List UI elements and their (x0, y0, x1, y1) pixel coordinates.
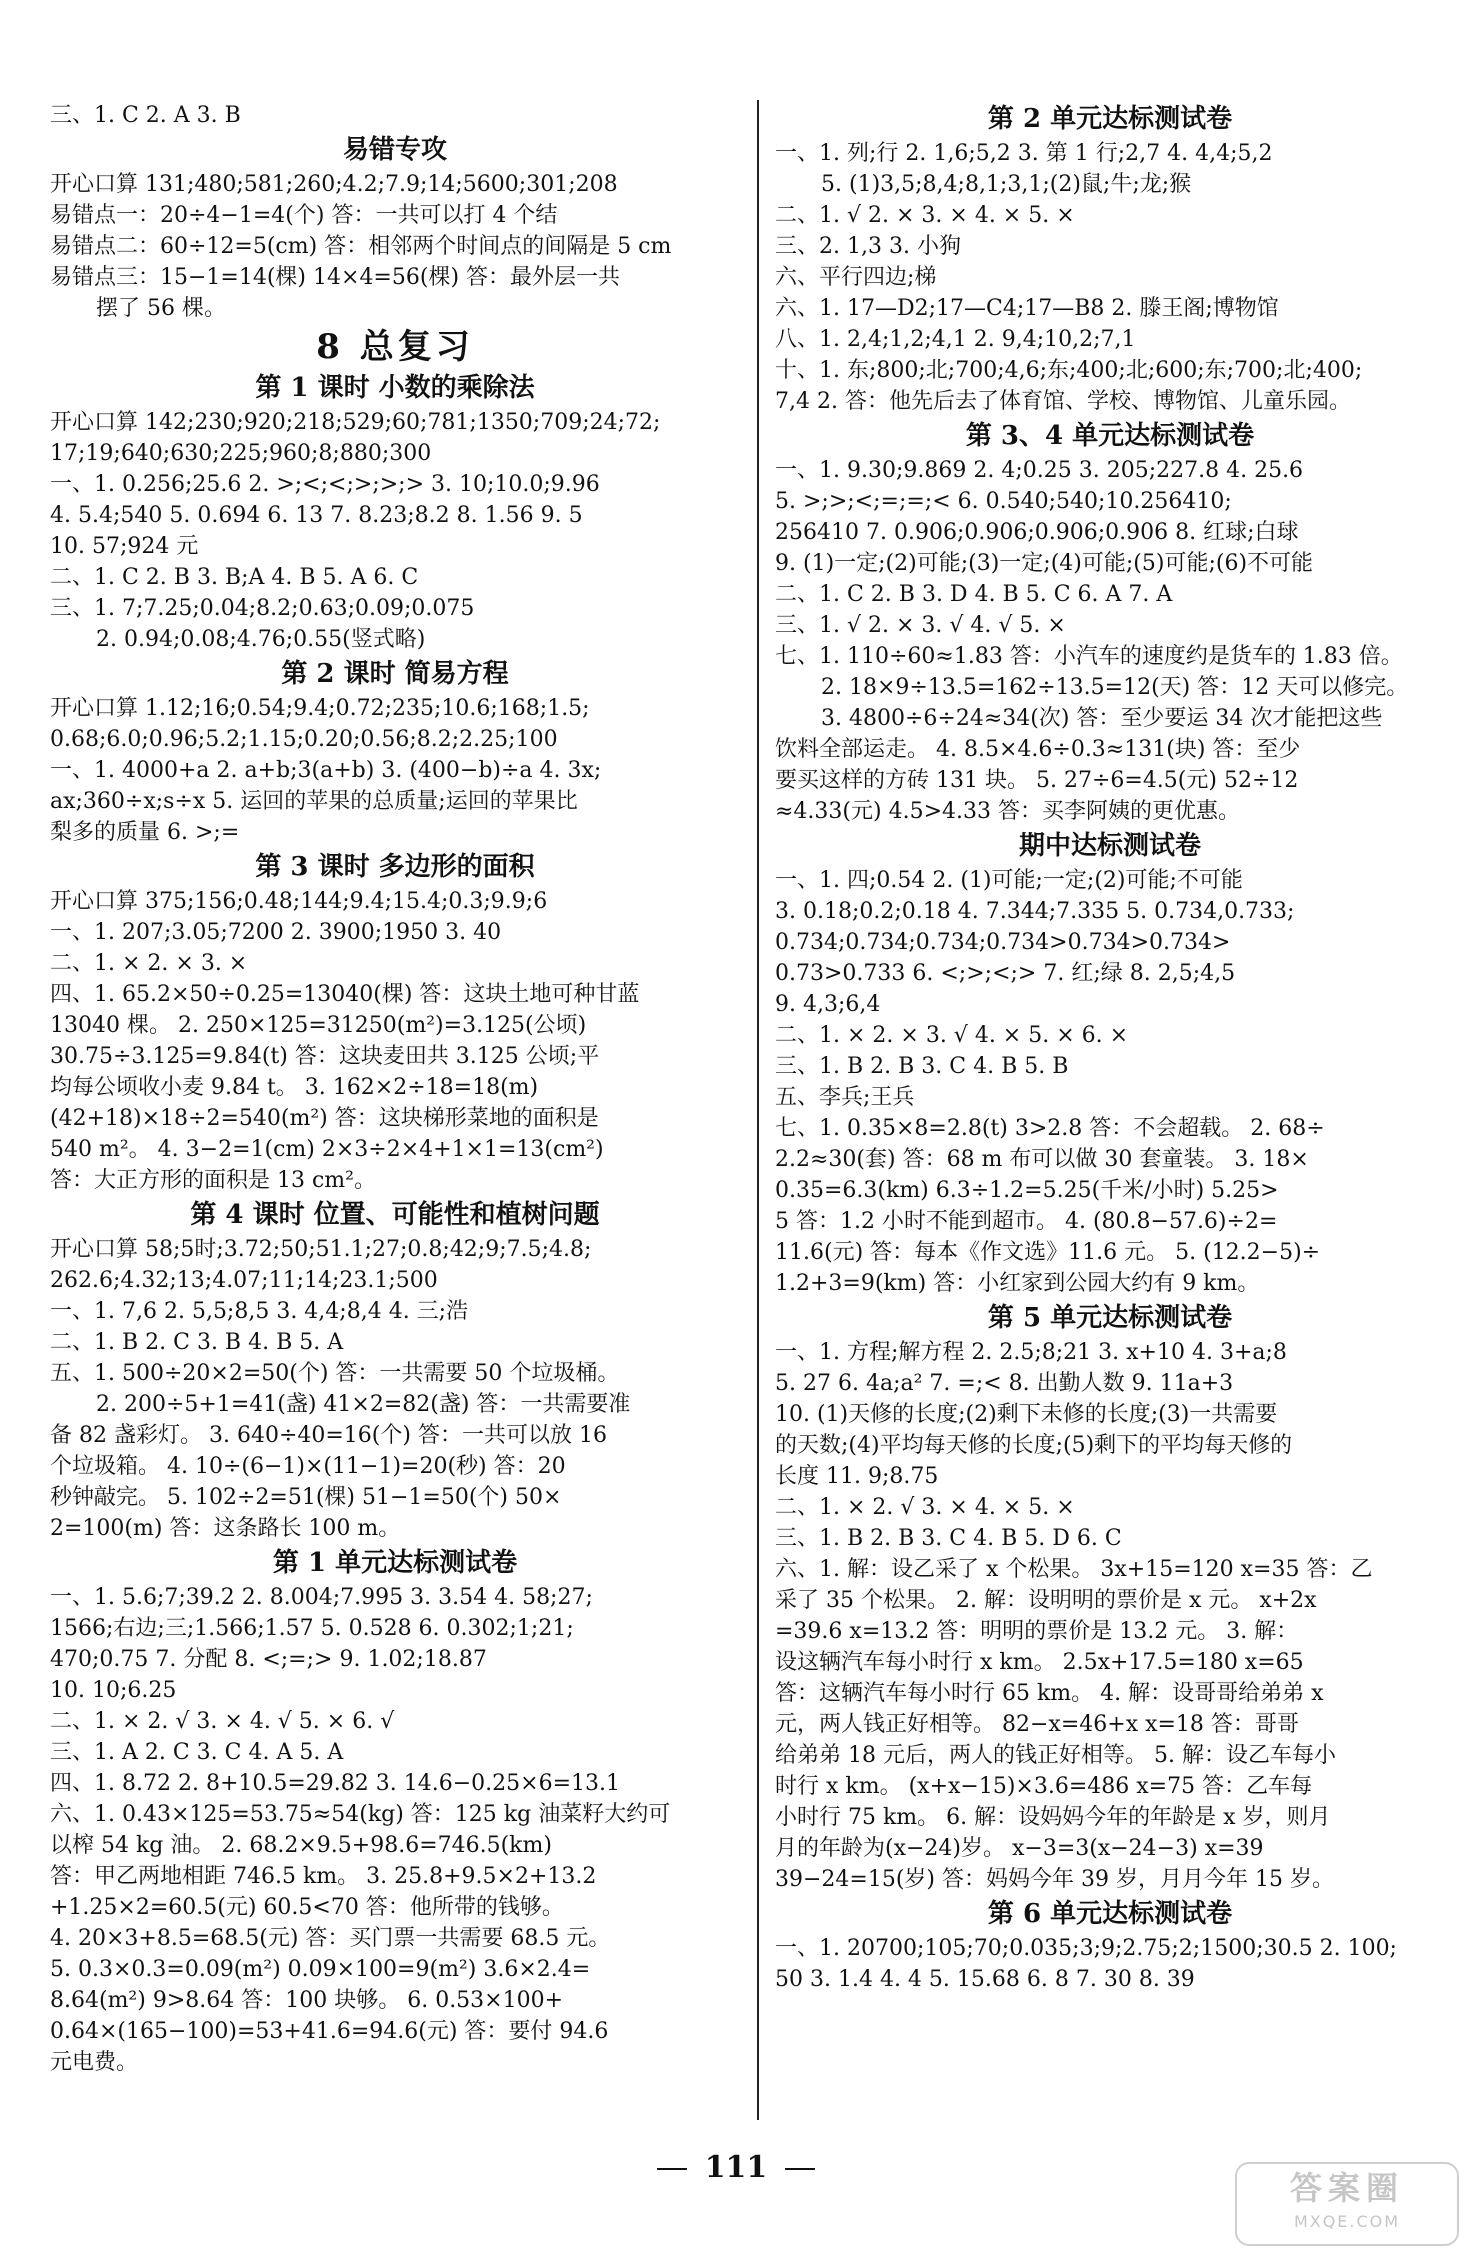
answer-line: 月的年龄为(x−24)岁。 x−3=3(x−24−3) x=39 (775, 1836, 1264, 1861)
watermark-logo (1235, 2162, 1459, 2246)
answer-line: 秒钟敲完。 5. 102÷2=51(棵) 51−1=50(个) 50× (50, 1485, 562, 1510)
answer-line: 设这辆汽车每小时行 x km。 2.5x+17.5=180 x=65 (775, 1650, 1304, 1675)
section-heading: 第 5 单元达标测试卷 (987, 1303, 1233, 1333)
answer-line: 2. 18×9÷13.5=162÷13.5=12(天) 答：12 天可以修完。 (821, 675, 1409, 700)
answer-line: 七、1. 0.35×8=2.8(t) 3>2.8 答：不会超载。 2. 68÷ (775, 1116, 1325, 1141)
answer-line: 易错点二：60÷12=5(cm) 答：相邻两个时间点的间隔是 5 cm (50, 234, 672, 259)
answer-line: 一、1. 5.6;7;39.2 2. 8.004;7.995 3. 3.54 4. 58;27; (50, 1585, 593, 1610)
answer-line: 10. 57;924 元 (50, 534, 199, 559)
section-heading: 第 3、4 单元达标测试卷 (965, 421, 1255, 451)
answer-line: 5 答：1.2 小时不能到超市。 4. (80.8−57.6)÷2= (775, 1209, 1278, 1234)
answer-line: 17;19;640;630;225;960;8;880;300 (50, 441, 432, 466)
answer-line: 二、1. C 2. B 3. D 4. B 5. C 6. A 7. A (775, 582, 1173, 607)
answer-line: 八、1. 2,4;1,2;4,1 2. 9,4;10,2;7,1 (775, 327, 1136, 352)
column-divider (757, 100, 759, 2120)
watermark-text: 答案圈 (1289, 2169, 1404, 2207)
answer-line: 3. 0.18;0.2;0.18 4. 7.344;7.335 5. 0.734,0.733; (775, 899, 1295, 924)
answer-line: ax;360÷x;s÷x 5. 运回的苹果的总质量;运回的苹果比 (50, 789, 578, 814)
answer-line: 30.75÷3.125=9.84(t) 答：这块麦田共 3.125 公顷;平 (50, 1044, 600, 1069)
answer-line: 8.64(m²) 9>8.64 答：100 块够。 6. 0.53×100+ (50, 1988, 564, 2013)
answer-line: 三、2. 1,3 3. 小狗 (775, 234, 961, 259)
answer-line: 二、1. × 2. × 3. √ 4. × 5. × 6. × (775, 1023, 1129, 1048)
answer-line: 饮料全部运走。 4. 8.5×4.6÷0.3≈131(块) 答：至少 (775, 737, 1301, 762)
answer-line: 4. 20×3+8.5=68.5(元) 答：买门票一共需要 68.5 元。 (50, 1926, 611, 1951)
answer-line: 二、1. C 2. B 3. B;A 4. B 5. A 6. C (50, 565, 419, 590)
answer-line: 备 82 盏彩灯。 3. 640÷40=16(个) 答：一共可以放 16 (50, 1423, 607, 1448)
answer-line: 二、1. × 2. √ 3. × 4. × 5. × (775, 1495, 1075, 1520)
answer-line: 开心口算 131;480;581;260;4.2;7.9;14;5600;301;208 (50, 172, 618, 197)
answer-line: 长度 11. 9;8.75 (775, 1464, 939, 1489)
answer-line: 9. (1)一定;(2)可能;(3)一定;(4)可能;(5)可能;(6)不可能 (775, 551, 1314, 576)
answer-line: 六、1. 0.43×125=53.75≈54(kg) 答：125 kg 油菜籽大约可 (50, 1802, 671, 1827)
left-column (50, 100, 740, 2078)
answer-line: 13040 棵。 2. 250×125=31250(m²)=3.125(公顷) (50, 1013, 587, 1038)
answer-line: 256410 7. 0.906;0.906;0.906;0.906 8. 红球;白球 (775, 520, 1299, 545)
answer-line: 一、1. 207;3.05;7200 2. 3900;1950 3. 40 (50, 920, 502, 945)
watermark-url: MXQE.COM (1293, 2212, 1401, 2231)
answer-line: 答：这辆汽车每小时行 65 km。 4. 解：设哥哥给弟弟 x (775, 1681, 1324, 1706)
answer-line: =39.6 x=13.2 答：明明的票价是 13.2 元。 3. 解： (775, 1619, 1299, 1644)
answer-line: 540 m²。 4. 3−2=1(cm) 2×3÷2×4+1×1=13(cm²) (50, 1137, 604, 1162)
answer-line: 个垃圾箱。 4. 10÷(6−1)×(11−1)=20(秒) 答：20 (50, 1454, 566, 1479)
section-heading: 第 1 单元达标测试卷 (272, 1548, 518, 1578)
answer-line: 五、1. 500÷20×2=50(个) 答：一共需要 50 个垃圾桶。 (50, 1361, 620, 1386)
answer-line: 十、1. 东;800;北;700;4,6;东;400;北;600;东;700;北;400; (775, 358, 1363, 383)
answer-line: 7,4 2. 答：他先后去了体育馆、学校、博物馆、儿童乐园。 (775, 389, 1351, 414)
answer-line: 470;0.75 7. 分配 8. <;=;> 9. 1.02;18.87 (50, 1647, 487, 1672)
answer-line: 二、1. × 2. × 3. × (50, 951, 248, 976)
answer-line: 一、1. 20700;105;70;0.035;3;9;2.75;2;1500;30.5 2. 100; (775, 1936, 1397, 1961)
answer-line: 开心口算 142;230;920;218;529;60;781;1350;709;24;72; (50, 410, 661, 435)
answer-line: 三、1. A 2. C 3. C 4. A 5. A (50, 1740, 344, 1765)
answer-line: 要买这样的方砖 131 块。 5. 27÷6=4.5(元) 52÷12 (775, 768, 1299, 793)
answer-line: 二、1. × 2. √ 3. × 4. √ 5. × 6. √ (50, 1709, 395, 1734)
answer-line: 50 3. 1.4 4. 4 5. 15.68 6. 8 7. 30 8. 39 (775, 1967, 1195, 1992)
section-heading: 易错专攻 (342, 135, 447, 165)
answer-line: 11.6(元) 答：每本《作文选》11.6 元。 5. (12.2−5)÷ (775, 1240, 1321, 1265)
answer-line: 2.2≈30(套) 答：68 m 布可以做 30 套童装。 3. 18× (775, 1147, 1309, 1172)
answer-line: 1566;右边;三;1.566;1.57 5. 0.528 6. 0.302;1;21; (50, 1616, 574, 1641)
answer-line: 一、1. 0.256;25.6 2. >;<;<;>;>;> 3. 10;10.0;9.96 (50, 472, 600, 497)
answer-line: 开心口算 375;156;0.48;144;9.4;15.4;0.3;9.9;6 (50, 889, 548, 914)
answer-line: 易错点一：20÷4−1=4(个) 答：一共可以打 4 个结 (50, 203, 558, 228)
answer-line: 三、1. B 2. B 3. C 4. B 5. D 6. C (775, 1526, 1122, 1551)
answer-line: 摆了 56 棵。 (96, 296, 226, 321)
answer-line: 开心口算 58;5时;3.72;50;51.1;27;0.8;42;9;7.5;4.8; (50, 1237, 592, 1262)
answer-line: 元电费。 (50, 2050, 139, 2075)
answer-line: 2. 200÷5+1=41(盏) 41×2=82(盏) 答：一共需要准 (96, 1392, 631, 1417)
answer-line: 三、1. 7;7.25;0.04;8.2;0.63;0.09;0.075 (50, 596, 475, 621)
answer-line: 0.64×(165−100)=53+41.6=94.6(元) 答：要付 94.6 (50, 2019, 609, 2044)
answer-line: 二、1. B 2. C 3. B 4. B 5. A (50, 1330, 344, 1355)
section-heading: 第 1 课时 小数的乘除法 (255, 373, 535, 403)
answer-line: 元，两人钱正好相等。 82−x=46+x x=18 答：哥哥 (775, 1712, 1299, 1737)
answer-line: 5. 27 6. 4a;a² 7. =;< 8. 出勤人数 9. 11a+3 (775, 1371, 1234, 1396)
answer-line: 一、1. 列;行 2. 1,6;5,2 3. 第 1 行;2,7 4. 4,4;5,2 (775, 141, 1273, 166)
answer-line: 开心口算 1.12;16;0.54;9.4;0.72;235;10.6;168;1.5; (50, 696, 590, 721)
answer-line: 三、1. C 2. A 3. B (50, 103, 241, 128)
answer-line: 10. 10;6.25 (50, 1678, 177, 1703)
answer-line: 5. 0.3×0.3=0.09(m²) 0.09×100=9(m²) 3.6×2.4= (50, 1957, 591, 1982)
answer-line: 262.6;4.32;13;4.07;11;14;23.1;500 (50, 1268, 438, 1293)
answer-line: +1.25×2=60.5(元) 60.5<70 答：他所带的钱够。 (50, 1895, 564, 1920)
answer-line: 5. (1)3,5;8,4;8,1;3,1;(2)鼠;牛;龙;猴 (821, 172, 1192, 197)
answer-line: ≈4.33(元) 4.5>4.33 答：买李阿姨的更优惠。 (775, 799, 1240, 824)
answer-line: 2=100(m) 答：这条路长 100 m。 (50, 1516, 401, 1541)
answer-line: (42+18)×18÷2=540(m²) 答：这块梯形菜地的面积是 (50, 1106, 599, 1131)
answer-line: 梨多的质量 6. >;= (50, 820, 240, 845)
answer-line: 1.2+3=9(km) 答：小红家到公园大约有 9 km。 (775, 1271, 1260, 1296)
answer-line: 小时行 75 km。 6. 解：设妈妈今年的年龄是 x 岁，则月 (775, 1805, 1331, 1830)
answer-line: 答：甲乙两地相距 746.5 km。 3. 25.8+9.5×2+13.2 (50, 1864, 597, 1889)
answer-line: 答：大正方形的面积是 13 cm²。 (50, 1168, 376, 1193)
answer-line: 三、1. B 2. B 3. C 4. B 5. B (775, 1054, 1069, 1079)
answer-line: 一、1. 9.30;9.869 2. 4;0.25 3. 205;227.8 4. 25.6 (775, 458, 1304, 483)
section-heading: 第 2 单元达标测试卷 (987, 104, 1233, 134)
answer-line: 0.68;6.0;0.96;5.2;1.15;0.20;0.56;8.2;2.25;100 (50, 727, 558, 752)
answer-line: 一、1. 7,6 2. 5,5;8,5 3. 4,4;8,4 4. 三;浩 (50, 1299, 469, 1324)
answer-line: 时行 x km。 (x+x−15)×3.6=486 x=75 答：乙车每 (775, 1774, 1313, 1799)
answer-line: 0.73>0.733 6. <;>;<;> 7. 红;绿 8. 2,5;4,5 (775, 961, 1236, 986)
answer-line: 六、平行四边;梯 (775, 265, 937, 290)
answer-line: 0.35=6.3(km) 6.3÷1.2=5.25(千米/小时) 5.25> (775, 1178, 1279, 1203)
right-column (775, 100, 1445, 1995)
section-heading: 第 2 课时 简易方程 (281, 659, 509, 689)
answer-line: 5. >;>;<;=;=;< 6. 0.540;540;10.256410; (775, 489, 1232, 514)
answer-line: 六、1. 17—D2;17—C4;17—B8 2. 滕王阁;博物馆 (775, 296, 1279, 321)
page-number: 111 (0, 2150, 1472, 2185)
chapter-heading: 8 总复习 (316, 327, 474, 367)
answer-line: 五、李兵;王兵 (775, 1085, 915, 1110)
section-heading: 期中达标测试卷 (1018, 831, 1201, 861)
answer-line: 易错点三：15−1=14(棵) 14×4=56(棵) 答：最外层一共 (50, 265, 621, 290)
answer-line: 一、1. 4000+a 2. a+b;3(a+b) 3. (400−b)÷a 4. 3x; (50, 758, 602, 783)
section-heading: 第 4 课时 位置、可能性和植树问题 (190, 1200, 600, 1230)
answer-line: 0.734;0.734;0.734;0.734>0.734>0.734> (775, 930, 1231, 955)
answer-line: 二、1. √ 2. × 3. × 4. × 5. × (775, 203, 1075, 228)
answer-line: 3. 4800÷6÷24≈34(次) 答：至少要运 34 次才能把这些 (821, 706, 1383, 731)
answer-line: 七、1. 110÷60≈1.83 答：小汽车的速度约是货车的 1.83 倍。 (775, 644, 1403, 669)
answer-line: 以榨 54 kg 油。 2. 68.2×9.5+98.6=746.5(km) (50, 1833, 552, 1858)
answer-line: 均每公顷收小麦 9.84 t。 3. 162×2÷18=18(m) (50, 1075, 539, 1100)
answer-line: 39−24=15(岁) 答：妈妈今年 39 岁，月月今年 15 岁。 (775, 1867, 1334, 1892)
answer-line: 给弟弟 18 元后，两人的钱正好相等。 5. 解：设乙车每小 (775, 1743, 1336, 1768)
answer-line: 四、1. 65.2×50÷0.25=13040(棵) 答：这块土地可种甘蓝 (50, 982, 640, 1007)
answer-line: 4. 5.4;540 5. 0.694 6. 13 7. 8.23;8.2 8. 1.56 9. 5 (50, 503, 583, 528)
answer-line: 2. 0.94;0.08;4.76;0.55(竖式略) (96, 627, 426, 652)
answer-line: 六、1. 解：设乙采了 x 个松果。 3x+15=120 x=35 答：乙 (775, 1557, 1373, 1582)
answer-line: 9. 4,3;6,4 (775, 992, 881, 1017)
section-heading: 第 3 课时 多边形的面积 (255, 852, 535, 882)
answer-line: 四、1. 8.72 2. 8+10.5=29.82 3. 14.6−0.25×6=13.1 (50, 1771, 621, 1796)
answer-line: 10. (1)天修的长度;(2)剩下未修的长度;(3)一共需要 (775, 1402, 1278, 1427)
answer-line: 的天数;(4)平均每天修的长度;(5)剩下的平均每天修的 (775, 1433, 1293, 1458)
answer-line: 采了 35 个松果。 2. 解：设明明的票价是 x 元。 x+2x (775, 1588, 1317, 1613)
answer-line: 一、1. 方程;解方程 2. 2.5;8;21 3. x+10 4. 3+a;8 (775, 1340, 1287, 1365)
answer-line: 一、1. 四;0.54 2. (1)可能;一定;(2)可能;不可能 (775, 868, 1243, 893)
section-heading: 第 6 单元达标测试卷 (987, 1899, 1233, 1929)
answer-line: 三、1. √ 2. × 3. √ 4. √ 5. × (775, 613, 1066, 638)
